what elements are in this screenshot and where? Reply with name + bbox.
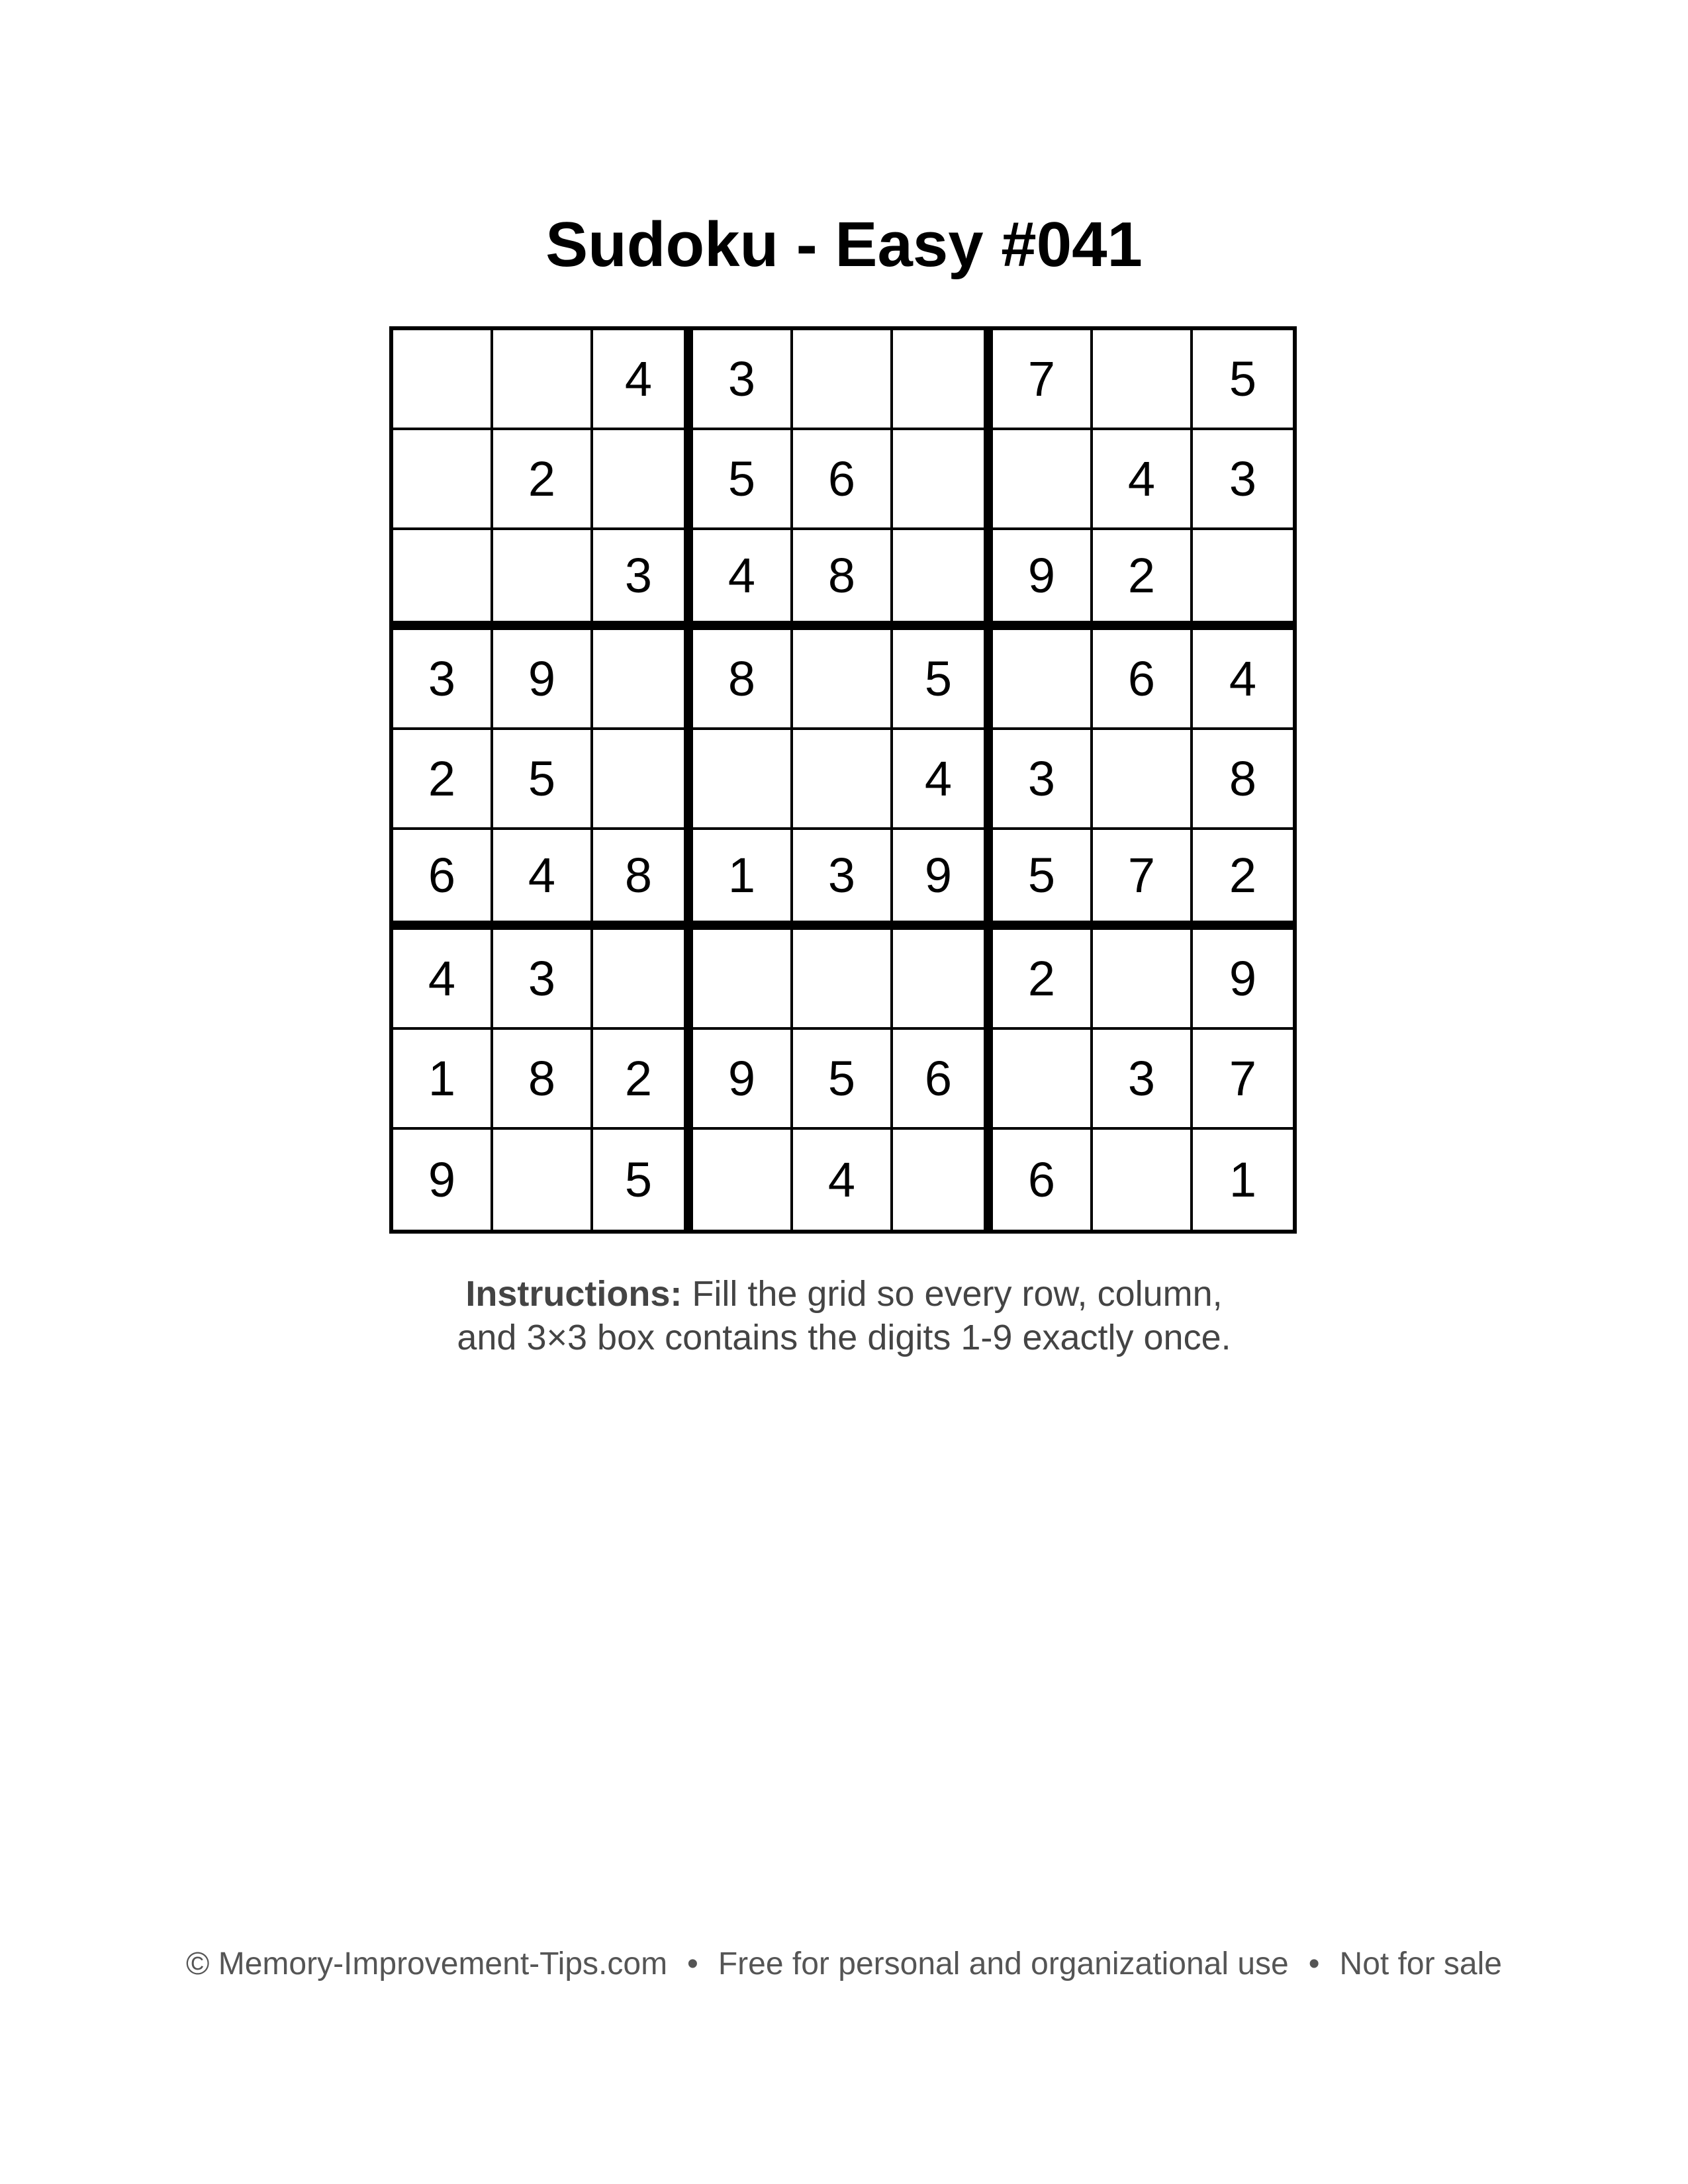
given-cell[interactable]: 5	[593, 1130, 693, 1230]
instructions-line-1	[0, 1272, 1688, 1316]
empty-cell[interactable]	[693, 1130, 793, 1230]
given-cell[interactable]: 1	[393, 1030, 493, 1130]
given-cell[interactable]: 9	[693, 1030, 793, 1130]
footer-separator: •	[687, 1946, 698, 1981]
given-cell[interactable]: 6	[793, 430, 893, 530]
given-cell[interactable]: 7	[1093, 830, 1193, 930]
empty-cell[interactable]	[493, 530, 593, 630]
given-cell[interactable]: 2	[1093, 530, 1193, 630]
instructions-text-1: Fill the grid so every row, column,	[682, 1274, 1223, 1314]
empty-cell[interactable]	[993, 1030, 1093, 1130]
empty-cell[interactable]	[793, 330, 893, 430]
given-cell[interactable]: 5	[693, 430, 793, 530]
given-cell[interactable]: 7	[1193, 1030, 1293, 1130]
given-cell[interactable]: 4	[693, 530, 793, 630]
instructions-text-2: and 3×3 box contains the digits 1-9 exactly once.	[457, 1318, 1231, 1357]
given-cell[interactable]: 2	[1193, 830, 1293, 930]
given-cell[interactable]: 6	[1093, 630, 1193, 730]
given-cell[interactable]: 1	[1193, 1130, 1293, 1230]
given-cell[interactable]: 4	[1093, 430, 1193, 530]
given-cell[interactable]: 9	[993, 530, 1093, 630]
empty-cell[interactable]	[993, 630, 1093, 730]
given-cell[interactable]: 3	[493, 930, 593, 1030]
given-cell[interactable]: 3	[593, 530, 693, 630]
page-title: Sudoku - Easy #041	[545, 209, 1143, 280]
given-cell[interactable]: 8	[593, 830, 693, 930]
given-cell[interactable]: 8	[493, 1030, 593, 1130]
given-cell[interactable]: 2	[393, 730, 493, 830]
given-cell[interactable]: 1	[693, 830, 793, 930]
footer-sale: Not for sale	[1339, 1946, 1502, 1981]
empty-cell[interactable]	[393, 330, 493, 430]
empty-cell[interactable]	[593, 630, 693, 730]
empty-cell[interactable]	[1193, 530, 1293, 630]
empty-cell[interactable]	[1093, 730, 1193, 830]
given-cell[interactable]: 3	[693, 330, 793, 430]
given-cell[interactable]: 5	[1193, 330, 1293, 430]
given-cell[interactable]: 3	[1093, 1030, 1193, 1130]
given-cell[interactable]: 7	[993, 330, 1093, 430]
empty-cell[interactable]	[993, 430, 1093, 530]
empty-cell[interactable]	[793, 630, 893, 730]
given-cell[interactable]: 6	[393, 830, 493, 930]
empty-cell[interactable]	[593, 430, 693, 530]
given-cell[interactable]: 4	[493, 830, 593, 930]
footer-site: © Memory-Improvement-Tips.com	[186, 1946, 668, 1981]
empty-cell[interactable]	[693, 730, 793, 830]
given-cell[interactable]: 2	[493, 430, 593, 530]
footer	[0, 1944, 1688, 1984]
given-cell[interactable]: 6	[993, 1130, 1093, 1230]
given-cell[interactable]: 5	[993, 830, 1093, 930]
empty-cell[interactable]	[393, 430, 493, 530]
empty-cell[interactable]	[893, 430, 993, 530]
given-cell[interactable]: 2	[593, 1030, 693, 1130]
given-cell[interactable]: 6	[893, 1030, 993, 1130]
empty-cell[interactable]	[693, 930, 793, 1030]
instructions-label: Instructions:	[465, 1274, 682, 1314]
given-cell[interactable]: 3	[1193, 430, 1293, 530]
given-cell[interactable]: 4	[1193, 630, 1293, 730]
given-cell[interactable]: 3	[793, 830, 893, 930]
empty-cell[interactable]	[893, 330, 993, 430]
empty-cell[interactable]	[1093, 330, 1193, 430]
given-cell[interactable]: 5	[893, 630, 993, 730]
given-cell[interactable]: 4	[393, 930, 493, 1030]
empty-cell[interactable]	[893, 1130, 993, 1230]
given-cell[interactable]: 9	[1193, 930, 1293, 1030]
given-cell[interactable]: 2	[993, 930, 1093, 1030]
empty-cell[interactable]	[1093, 1130, 1193, 1230]
given-cell[interactable]: 4	[793, 1130, 893, 1230]
empty-cell[interactable]	[793, 930, 893, 1030]
given-cell[interactable]: 9	[893, 830, 993, 930]
empty-cell[interactable]	[1093, 930, 1193, 1030]
empty-cell[interactable]	[393, 530, 493, 630]
empty-cell[interactable]	[893, 930, 993, 1030]
given-cell[interactable]: 9	[493, 630, 593, 730]
empty-cell[interactable]	[893, 530, 993, 630]
empty-cell[interactable]	[493, 330, 593, 430]
given-cell[interactable]: 5	[793, 1030, 893, 1130]
empty-cell[interactable]	[793, 730, 893, 830]
given-cell[interactable]: 8	[1193, 730, 1293, 830]
given-cell[interactable]: 3	[393, 630, 493, 730]
given-cell[interactable]: 4	[593, 330, 693, 430]
footer-usage: Free for personal and organizational use	[718, 1946, 1289, 1981]
given-cell[interactable]: 4	[893, 730, 993, 830]
given-cell[interactable]: 3	[993, 730, 1093, 830]
instructions	[0, 1272, 1688, 1359]
empty-cell[interactable]	[593, 730, 693, 830]
empty-cell[interactable]	[493, 1130, 593, 1230]
footer-separator: •	[1308, 1946, 1320, 1981]
given-cell[interactable]: 8	[693, 630, 793, 730]
given-cell[interactable]: 9	[393, 1130, 493, 1230]
given-cell[interactable]: 5	[493, 730, 593, 830]
empty-cell[interactable]	[593, 930, 693, 1030]
sudoku-grid	[389, 326, 1297, 1234]
given-cell[interactable]: 8	[793, 530, 893, 630]
